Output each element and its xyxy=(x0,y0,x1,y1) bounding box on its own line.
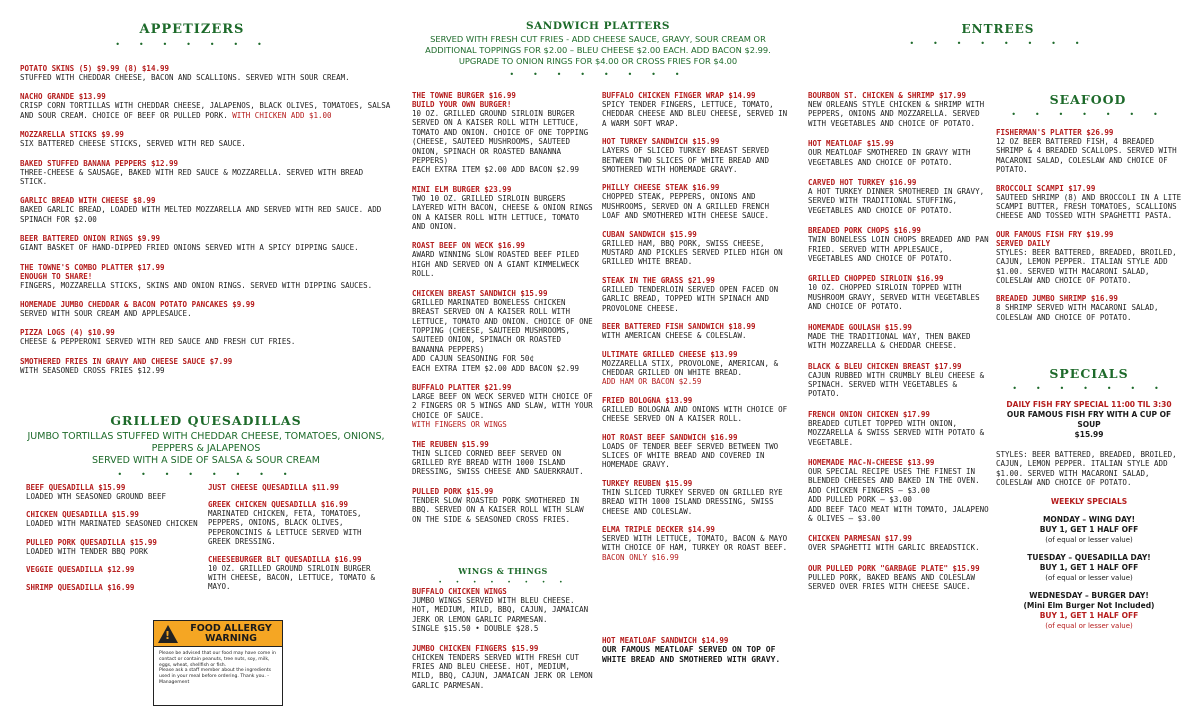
seafood-item xyxy=(996,128,1182,175)
sandwich-column-2 xyxy=(602,91,788,631)
specials-section xyxy=(996,366,1182,639)
entree-item-name: OUR PULLED PORK "GARBAGE PLATE" $15.99 xyxy=(808,563,980,573)
appetizer-item-name: GARLIC BREAD WITH CHEESE $8.99 xyxy=(20,196,156,206)
sandwich-item xyxy=(602,479,788,516)
sandwich-item-name: ROAST BEEF ON WECK $16.99 xyxy=(412,241,525,251)
appetizer-item-name: BAKED STUFFED BANANA PEPPERS $12.99 xyxy=(20,158,179,168)
warning-icon: ! xyxy=(158,625,178,643)
sandwich-item xyxy=(602,350,788,387)
seafood-item-desc: 8 SHRIMP SERVED WITH MACARONI SALAD, COLESLAW AND CHOICE OF POTATO. xyxy=(996,303,1159,322)
entree-item xyxy=(808,534,992,552)
sandwich-item-name: BUFFALO PLATTER $21.99 xyxy=(412,382,512,392)
sandwich-item-desc: TENDER SLOW ROASTED PORK SMOTHERED IN BBQ. SERVED ON A KAISER ROLL WITH SLAW ON THE SIDE & SEASONED CROSS FRIES. xyxy=(412,495,584,524)
entree-item-desc: MADE THE TRADITIONAL WAY, THEN BAKED WITH MOZZARELLA & CHEDDAR CHEESE. xyxy=(808,331,971,351)
sandwich-item xyxy=(412,383,594,430)
quesadilla-item-name: JUST CHEESE QUESADILLA $11.99 xyxy=(208,483,339,492)
sandwich-item-name: CUBAN SANDWICH $15.99 xyxy=(602,229,697,239)
fish-fry-special-title: OUR FAMOUS FISH FRY WITH A CUP OF SOUP xyxy=(1006,410,1172,429)
sandwich-item-desc: THIN SLICED TURKEY SERVED ON GRILLED RYE BREAD WITH 1000 ISLAND DRESSING, SWISS CHEESE AND COLESLAW. xyxy=(602,487,783,516)
quesadilla-item-name: SHRIMP QUESADILLA $16.99 xyxy=(26,583,135,593)
quesadilla-item-desc: LOADED WITH MARINATED SEASONED CHICKEN xyxy=(26,519,198,529)
sandwich-item xyxy=(602,91,788,128)
appetizer-item xyxy=(20,234,392,252)
wings-divider: • • • • • • • • xyxy=(438,579,568,586)
weekly-special xyxy=(996,553,1182,583)
sandwich-item xyxy=(412,289,594,373)
quesadilla-item xyxy=(208,483,388,492)
allergy-title: FOOD ALLERGY WARNING xyxy=(190,622,272,644)
wings-item xyxy=(412,587,594,634)
entrees-divider: • • • • • • • • xyxy=(909,39,1087,48)
wings-item xyxy=(412,644,594,691)
sandwich-item-desc: GRILLED BOLOGNA AND ONIONS WITH CHOICE OF CHEESE SERVED ON A KAISER ROLL. xyxy=(602,404,788,424)
entrees-list xyxy=(808,91,992,721)
sandwich-section xyxy=(408,20,788,80)
entree-item xyxy=(808,274,992,311)
fish-fry-special-hours: DAILY FISH FRY SPECIAL 11:00 TIL 3:30 xyxy=(1006,400,1172,409)
sandwich-item-desc: 10 OZ. GRILLED GROUND SIRLOIN BURGER SERVED ON A KAISER ROLL WITH LETTUCE, TOMATO AND ONION. CHOICE OF ONE TOPPING (CHEESE, SAUTEED MUSHROOMS, SAUTEED ONION, SPINACH OR ROASTED BANANNA PEPPERS) EACH EXTRA ITEM $2.00 ADD BACON $2.99 xyxy=(412,109,589,175)
appetizer-item-desc: STUFFED WITH CHEDDAR CHEESE, BACON AND SCALLIONS. SERVED WITH SOUR CREAM. xyxy=(20,73,350,82)
entree-item-name: BLACK & BLEU CHICKEN BREAST $17.99 xyxy=(808,361,962,371)
appetizer-item-name: PIZZA LOGS (4) $10.99 xyxy=(20,328,115,338)
specials-title: SPECIALS xyxy=(1049,366,1129,381)
hot-meatloaf-sandwich-desc: OUR FAMOUS MEATLOAF SERVED ON TOP OF WHITE BREAD AND SMOTHERED WITH GRAVY. xyxy=(602,645,781,664)
sandwich-item-name: BUFFALO CHICKEN FINGER WRAP $14.99 xyxy=(602,91,756,100)
specials-divider: • • • • • • • xyxy=(1012,384,1166,393)
fish-fry-special-desc: STYLES: BEER BATTERED, BREADED, BROILED, CAJUN, LEMON PEPPER. ITALIAN STYLE ADD $1.00. SERVED WITH MACARONI SALAD, COLESLAW AND CHOICE OF POTATO. xyxy=(996,450,1177,488)
entree-item xyxy=(808,323,992,351)
appetizer-item-desc: BAKED GARLIC BREAD, LOADED WITH MELTED MOZZARELLA AND SERVED WITH RED SAUCE. ADD SPINACH FOR $2.00 xyxy=(20,205,382,224)
weekly-special-deal: BUY 1, GET 1 HALF OFF xyxy=(1039,524,1139,534)
quesadilla-item xyxy=(208,500,388,547)
seafood-item xyxy=(996,184,1182,221)
hot-meatloaf-sandwich xyxy=(602,636,788,726)
entree-item xyxy=(808,139,992,167)
sandwich-item-extra: WITH FINGERS OR WINGS xyxy=(412,420,507,430)
appetizers-divider: • • • • • • • xyxy=(115,40,269,49)
sandwich-item-desc: MOZZARELLA STIX, PROVOLONE, AMERICAN, & CHEDDAR GRILLED ON WHITE BREAD. ADD HAM OR BACON $2.59 xyxy=(602,358,779,387)
quesadilla-item-name: GREEK CHICKEN QUESADILLA $16.99 xyxy=(208,500,348,509)
appetizer-item xyxy=(20,196,392,224)
entree-item-name: BOURBON ST. CHICKEN & SHRIMP $17.99 xyxy=(808,91,967,100)
quesadilla-item-desc: MARINATED CHICKEN, FETA, TOMATOES, PEPPERS, ONIONS, BLACK OLIVES, PEPERONCINIS & LETTUCE SERVED WITH GREEK DRESSING. xyxy=(208,509,362,547)
sandwich-item-desc: LOADS OF TENDER BEEF SERVED BETWEEN TWO SLICES OF WHITE BREAD AND COVERED IN HOMEMADE GRAVY. xyxy=(602,441,779,470)
entree-item-desc: BREADED CUTLET TOPPED WITH ONION, MOZZARELLA & SWISS SERVED WITH POTATO & VEGETABLE. xyxy=(808,418,985,447)
sandwich-item-desc: LARGE BEEF ON WECK SERVED WITH CHOICE OF 2 FINGERS OR 5 WINGS AND SLAW, WITH YOUR CHOICE OF SAUCE. WITH FINGERS OR WINGS xyxy=(412,391,593,430)
quesadilla-item xyxy=(208,555,388,592)
appetizer-item-name: POTATO SKINS (5) $9.99 (8) $14.99 xyxy=(20,64,170,73)
appetizer-item xyxy=(20,263,392,290)
sandwich-item-desc: AWARD WINNING SLOW ROASTED BEEF PILED HIGH AND SERVED ON A GIANT KIMMELWECK ROLL. xyxy=(412,250,580,279)
appetizers-section xyxy=(20,22,392,385)
appetizer-item xyxy=(20,328,392,346)
sandwich-item-name: TURKEY REUBEN $15.99 xyxy=(602,478,693,488)
sandwich-item-desc: TWO 10 OZ. GRILLED SIRLOIN BURGERS LAYERED WITH BACON, CHEESE & ONION RINGS ON A KAISER ROLL WITH LETTUCE, TOMATO AND ONION. xyxy=(412,193,593,232)
wings-item-desc: JUMBO WINGS SERVED WITH BLEU CHEESE. HOT, MEDIUM, MILD, BBQ, CAJUN, JAMAICAN JERK OR LEMON GARLIC PARMESAN. SINGLE $15.50 • DOUBLE $28.5 xyxy=(412,596,589,634)
entree-item xyxy=(808,178,992,215)
sandwich-item-name: BEER BATTERED FISH SANDWICH $18.99 xyxy=(602,322,756,332)
entree-item-name: HOT MEATLOAF $15.99 xyxy=(808,139,894,149)
sandwich-title: SANDWICH PLATTERS xyxy=(526,20,670,32)
sandwich-item-name: THE REUBEN $15.99 xyxy=(412,439,489,449)
sandwich-item-name: STEAK IN THE GRASS $21.99 xyxy=(602,275,715,285)
appetizer-item xyxy=(20,130,392,148)
appetizer-item xyxy=(20,159,392,187)
appetizer-item-desc: CHEESE & PEPPERONI SERVED WITH RED SAUCE AND FRESH CUT FRIES. xyxy=(20,337,296,347)
weekly-special xyxy=(996,591,1182,631)
weekly-special-note: (of equal or lesser value) xyxy=(1045,573,1133,582)
wings-item-name: BUFFALO CHICKEN WINGS xyxy=(412,587,507,596)
appetizer-item-desc: SIX BATTERED CHEESE STICKS, SERVED WITH RED SAUCE. xyxy=(20,139,246,149)
sandwich-item-extra: BACON ONLY $16.99 xyxy=(602,552,679,562)
sandwich-intro: SERVED WITH FRESH CUT FRIES - ADD CHEESE SAUCE, GRAVY, SOUR CREAM OR ADDITIONAL TOPPINGS FOR $2.00 – BLEU CHEESE $2.00 EACH. ADD BACON $2.99. UPGRADE TO ONION RINGS FOR $4.00 OR CROSS FRIES FOR $4.00 xyxy=(425,34,771,66)
appetizer-item-name: SMOTHERED FRIES IN GRAVY AND CHEESE SAUCE $7.99 xyxy=(20,356,233,366)
seafood-item xyxy=(996,230,1182,286)
seafood-item-name: OUR FAMOUS FISH FRY $19.99 SERVED DAILY xyxy=(996,229,1114,248)
seafood-item-name: BROCCOLI SCAMPI $17.99 xyxy=(996,183,1096,193)
entree-item xyxy=(808,91,992,128)
sandwich-item-desc: WITH AMERICAN CHEESE & COLESLAW. xyxy=(602,331,747,341)
entree-item-name: HOMEMADE GOULASH $15.99 xyxy=(808,322,912,332)
sandwich-item-desc: LAYERS OF SLICED TURKEY BREAST SERVED BETWEEN TWO SLICES OF WHITE BREAD AND SMOTHERED WITH HOMEMADE GRAVY. xyxy=(602,146,770,175)
sandwich-item-desc: SPICY TENDER FINGERS, LETTUCE, TOMATO, CHEDDAR CHEESE AND BLEU CHEESE, SERVED IN A WARM SOFT WRAP. xyxy=(602,100,788,128)
sandwich-item-desc: THIN SLICED CORNED BEEF SERVED ON GRILLED RYE BREAD WITH 1000 ISLAND DRESSING, SWISS CHEESE AND SAUERKRAUT. xyxy=(412,448,584,477)
sandwich-item xyxy=(602,525,788,562)
sandwich-item-name: PULLED PORK $15.99 xyxy=(412,486,494,496)
quesadilla-item-name: VEGGIE QUESADILLA $12.99 xyxy=(26,565,135,575)
sandwich-divider: • • • • • • • • xyxy=(509,70,687,79)
sandwich-item xyxy=(602,183,788,220)
appetizer-item-desc: THREE-CHEESE & SAUSAGE, BAKED WITH RED SAUCE & MOZZARELLA. SERVED WITH BREAD STICK. xyxy=(20,167,364,187)
sandwich-item-extra: ADD HAM OR BACON $2.59 xyxy=(602,377,702,387)
entree-item-desc: NEW ORLEANS STYLE CHICKEN & SHRIMP WITH PEPPERS, ONIONS AND MOZZARELLA. SERVED WITH VEGETABLES AND CHOICE OF POTATO. xyxy=(808,100,985,128)
appetizer-item-desc: SERVED WITH SOUR CREAM AND APPLESAUCE. xyxy=(20,309,192,319)
entree-item-desc: OVER SPAGHETTI WITH GARLIC BREADSTICK. xyxy=(808,543,980,553)
weekly-special-day: TUESDAY – QUESADILLA DAY! xyxy=(1027,552,1151,562)
wings-item-name: JUMBO CHICKEN FINGERS $15.99 xyxy=(412,643,539,653)
appetizer-item xyxy=(20,300,392,318)
entrees-section xyxy=(806,22,1190,49)
appetizers-list xyxy=(20,64,392,375)
seafood-section xyxy=(996,92,1180,120)
wings-list xyxy=(412,587,594,727)
entree-item-name: CARVED HOT TURKEY $16.99 xyxy=(808,178,917,188)
entree-item xyxy=(808,410,992,447)
seafood-item-desc: 12 OZ BEER BATTERED FISH, 4 BREADED SHRIMP & 4 BREADED SCALLOPS. SERVED WITH MACARONI SALAD, COLESLAW AND CHOICE OF POTATO. xyxy=(996,137,1177,175)
sandwich-item-name: CHICKEN BREAST SANDWICH $15.99 xyxy=(412,288,548,298)
entree-item-desc: PULLED PORK, BAKED BEANS AND COLESLAW SERVED OVER FRIES WITH CHEESE SAUCE. xyxy=(808,572,976,592)
appetizer-item-desc: CRISP CORN TORTILLAS WITH CHEDDAR CHEESE, JALAPENOS, BLACK OLIVES, TOMATOES, SALSA AND SOUR CREAM. CHOICE OF BEEF OR PULLED PORK. WITH CHICKEN ADD $1.00 xyxy=(20,101,391,120)
quesadilla-item-desc: LOADED WTH SEASONED GROUND BEEF xyxy=(26,492,166,501)
entree-item-desc: 10 OZ. CHOPPED SIRLOIN TOPPED WITH MUSHROOM GRAVY, SERVED WITH VEGETABLES AND CHOICE OF POTATO. xyxy=(808,283,980,312)
weekly-specials-title: WEEKLY SPECIALS xyxy=(1050,496,1128,506)
weekly-special xyxy=(996,515,1182,545)
food-allergy-warning xyxy=(153,620,283,706)
appetizers-title: APPETIZERS xyxy=(139,22,245,37)
weekly-special-day: MONDAY – WING DAY! xyxy=(1042,514,1136,524)
sandwich-column-1 xyxy=(412,91,594,558)
hot-meatloaf-sandwich-name: HOT MEATLOAF SANDWICH $14.99 xyxy=(602,636,729,645)
quesadilla-item xyxy=(26,565,204,574)
sandwich-item xyxy=(602,137,788,174)
entree-item-name: FRENCH ONION CHICKEN $17.99 xyxy=(808,409,930,419)
seafood-item-desc: SAUTEED SHRIMP (8) AND BROCCOLI IN A LITE SCAMPI BUTTER, FRESH TOMATOES, SCALLIONS CHEESE AND TOSSED WITH SPAGHETTI PASTA. xyxy=(996,192,1182,221)
sandwich-item xyxy=(602,230,788,267)
entree-item-desc: TWIN BONELESS LOIN CHOPS BREADED AND PAN FRIED. SERVED WITH APPLESAUCE, VEGETABLES AND CHOICE OF POTATO. xyxy=(808,235,989,264)
appetizer-item-name: NACHO GRANDE $13.99 xyxy=(20,92,106,102)
sandwich-item-name: ELMA TRIPLE DECKER $14.99 xyxy=(602,524,715,534)
appetizer-item-name: THE TOWNE'S COMBO PLATTER $17.99 ENOUGH TO SHARE! xyxy=(20,262,165,281)
fish-fry-special-price: $15.99 xyxy=(1074,430,1104,439)
sandwich-item xyxy=(412,440,594,477)
entree-item-name: CHICKEN PARMESAN $17.99 xyxy=(808,534,912,544)
appetizer-item-desc: WITH SEASONED CROSS FRIES $12.99 xyxy=(20,365,165,375)
quesadillas-right-column xyxy=(208,483,388,613)
entree-item-name: GRILLED CHOPPED SIRLOIN $16.99 xyxy=(808,274,944,284)
sandwich-item xyxy=(602,396,788,424)
sandwich-item-name: MINI ELM BURGER $23.99 xyxy=(412,184,512,194)
quesadilla-item-name: PULLED PORK QUESADILLA $15.99 xyxy=(26,537,157,547)
weekly-special-note: (of equal or lesser value) xyxy=(1045,535,1133,544)
seafood-title: SEAFOOD xyxy=(1049,92,1127,107)
sandwich-item xyxy=(602,322,788,340)
sandwich-item-desc: GRILLED TENDERLOIN SERVED OPEN FACED ON GARLIC BREAD, TOPPED WITH SPINACH AND PROVOLONE CHEESE. xyxy=(602,284,779,313)
appetizer-item-extra: WITH CHICKEN ADD $1.00 xyxy=(227,110,332,120)
sandwich-item-desc: CHOPPED STEAK, PEPPERS, ONIONS AND MUSHROOMS, SERVED ON A GRILLED FRENCH LOAF AND SMOTHERED WITH CHEESE SAUCE. xyxy=(602,192,770,221)
quesadillas-intro: JUMBO TORTILLAS STUFFED WITH CHEDDAR CHEESE, TOMATOES, ONIONS, PEPPERS & JALAPENOS SERVED WITH A SIDE OF SALSA & SOUR CREAM xyxy=(27,431,385,466)
entree-item-desc: CAJUN RUBBED WITH CRUMBLY BLEU CHEESE & SPINACH. SERVED WITH VEGETABLES & POTATO. xyxy=(808,370,985,399)
quesadilla-item-name: BEEF QUESADILLA $15.99 xyxy=(26,483,126,492)
sandwich-item xyxy=(602,433,788,470)
entree-item xyxy=(808,226,992,263)
sandwich-item xyxy=(412,241,594,278)
quesadilla-item-desc: 10 OZ. GRILLED GROUND SIRLOIN BURGER WITH CHEESE, BACON, LETTUCE, TOMATO & MAYO. xyxy=(208,563,376,592)
sandwich-item-desc: SERVED WITH LETTUCE, TOMATO, BACON & MAYO WITH CHOICE OF HAM, TURKEY OR ROAST BEEF. BACON ONLY $16.99 xyxy=(602,533,788,562)
sandwich-item-name: HOT ROAST BEEF SANDWICH $16.99 xyxy=(602,432,738,442)
seafood-list xyxy=(996,128,1182,358)
entree-item-name: BREADED PORK CHOPS $16.99 xyxy=(808,226,921,236)
quesadillas-divider: • • • • • • • • xyxy=(117,470,295,479)
seafood-item xyxy=(996,294,1182,322)
entree-item-desc: A HOT TURKEY DINNER SMOTHERED IN GRAVY, SERVED WITH TRADITIONAL STUFFING, VEGETABLES AND CHOICE OF POTATO. xyxy=(808,187,985,215)
sandwich-item-name: PHILLY CHEESE STEAK $16.99 xyxy=(602,183,720,193)
entree-item-desc: OUR SPECIAL RECIPE USES THE FINEST IN BLENDED CHEESES AND BAKED IN THE OVEN. ADD CHICKEN FINGERS – $3.00 ADD PULLED PORK – $3.00 ADD BEEF TACO MEAT WITH TOMATO, JALAPENO & OLIVES – $3.00 xyxy=(808,466,989,523)
quesadilla-item-name: CHEESEBURGER BLT QUESADILLA $16.99 xyxy=(208,554,362,564)
quesadilla-item-name: CHICKEN QUESADILLA $15.99 xyxy=(26,510,139,520)
quesadilla-item xyxy=(26,483,204,501)
appetizer-item-desc: FINGERS, MOZZARELLA STICKS, SKINS AND ONION RINGS. SERVED WITH DIPPING SAUCES. xyxy=(20,280,373,290)
quesadillas-left-column xyxy=(26,483,204,623)
sandwich-item-desc: GRILLED MARINATED BONELESS CHICKEN BREAST SERVED ON A KAISER ROLL WITH LETTUCE, TOMATO AND ONION. CHOICE OF ONE TOPPING (CHEESE, SAUTEED MUSHROOMS, SAUTEED ONION, SPINACH OR ROASTED BANANNA PEPPERS) ADD CAJUN SEASONING FOR 50¢ EACH EXTRA ITEM $2.00 ADD BACON $2.99 xyxy=(412,297,593,373)
quesadilla-item xyxy=(26,583,204,592)
weekly-special-deal: BUY 1, GET 1 HALF OFF xyxy=(1039,610,1139,620)
entree-item-name: HOMEMADE MAC-N-CHEESE $13.99 xyxy=(808,457,935,467)
wings-item-desc: CHICKEN TENDERS SERVED WITH FRESH CUT FRIES AND BLEU CHEESE. HOT, MEDIUM, MILD, BBQ, CAJUN, JAMAICAN JERK OR LEMON GARLIC PARMESAN. xyxy=(412,652,593,690)
weekly-specials-list xyxy=(996,515,1182,631)
quesadilla-item xyxy=(26,538,204,556)
appetizer-item-name: MOZZARELLA STICKS $9.99 xyxy=(20,130,124,140)
wings-title: WINGS & THINGS xyxy=(458,566,548,576)
sandwich-item-name: ULTIMATE GRILLED CHEESE $13.99 xyxy=(602,349,738,359)
allergy-text: Please be advised that our food may have come in contact or contain peanuts, tree nuts, soy, milk, eggs, wheat, shellfish or fish. Please ask a staff member about the ingredients used in your meal before ordering. Thank you. - Management xyxy=(159,651,276,685)
appetizer-item-name: BEER BATTERED ONION RINGS $9.99 xyxy=(20,234,160,244)
sandwich-item-name: THE TOWNE BURGER $16.99 BUILD YOUR OWN BURGER! xyxy=(412,91,516,109)
entree-item xyxy=(808,564,992,592)
seafood-item-name: BREADED JUMBO SHRIMP $16.99 xyxy=(996,294,1118,304)
sandwich-item xyxy=(412,487,594,524)
seafood-item-name: FISHERMAN'S PLATTER $26.99 xyxy=(996,128,1114,137)
sandwich-item-name: HOT TURKEY SANDWICH $15.99 xyxy=(602,137,720,147)
sandwich-item-name: FRIED BOLOGNA $13.99 xyxy=(602,395,693,405)
allergy-header xyxy=(154,621,282,647)
sandwich-item-desc: GRILLED HAM, BBQ PORK, SWISS CHEESE, MUSTARD AND PICKLES SERVED PILED HIGH ON GRILLED WHITE BREAD. xyxy=(602,238,783,267)
entree-item-desc: OUR MEATLOAF SMOTHERED IN GRAVY WITH VEGETABLES AND CHOICE OF POTATO. xyxy=(808,148,971,167)
weekly-special-deal: BUY 1, GET 1 HALF OFF xyxy=(1039,562,1139,572)
weekly-special-day: WEDNESDAY – BURGER DAY! (Mini Elm Burger Not Included) xyxy=(1023,590,1155,610)
quesadillas-title: GRILLED QUESADILLAS xyxy=(110,413,302,428)
appetizer-item xyxy=(20,64,392,82)
entree-item xyxy=(808,362,992,399)
fish-fry-special xyxy=(996,400,1182,440)
entree-item xyxy=(808,458,992,523)
seafood-item-desc: STYLES: BEER BATTERED, BREADED, BROILED, CAJUN, LEMON PEPPER. ITALIAN STYLE ADD $1.00. SERVED WITH MACARONI SALAD, COLESLAW AND CHOICE OF POTATO. xyxy=(996,247,1177,286)
sandwich-item xyxy=(412,185,594,232)
sandwich-item xyxy=(412,91,594,175)
quesadillas-section xyxy=(20,413,392,480)
appetizer-item-name: HOMEMADE JUMBO CHEDDAR & BACON POTATO PANCAKES $9.99 xyxy=(20,300,255,310)
appetizer-item-desc: GIANT BASKET OF HAND-DIPPED FRIED ONIONS SERVED WITH A SPICY DIPPING SAUCE. xyxy=(20,243,359,253)
appetizer-item xyxy=(20,92,392,120)
weekly-special-note: (of equal or lesser value) xyxy=(1045,621,1133,630)
appetizer-item xyxy=(20,357,392,375)
seafood-divider: • • • • • • • xyxy=(1011,110,1165,119)
quesadilla-item xyxy=(26,510,204,528)
entrees-title: ENTREES xyxy=(961,22,1035,36)
quesadilla-item-desc: LOADED WITH TENDER BBQ PORK xyxy=(26,546,148,556)
sandwich-item xyxy=(602,276,788,313)
wings-section xyxy=(412,566,594,587)
